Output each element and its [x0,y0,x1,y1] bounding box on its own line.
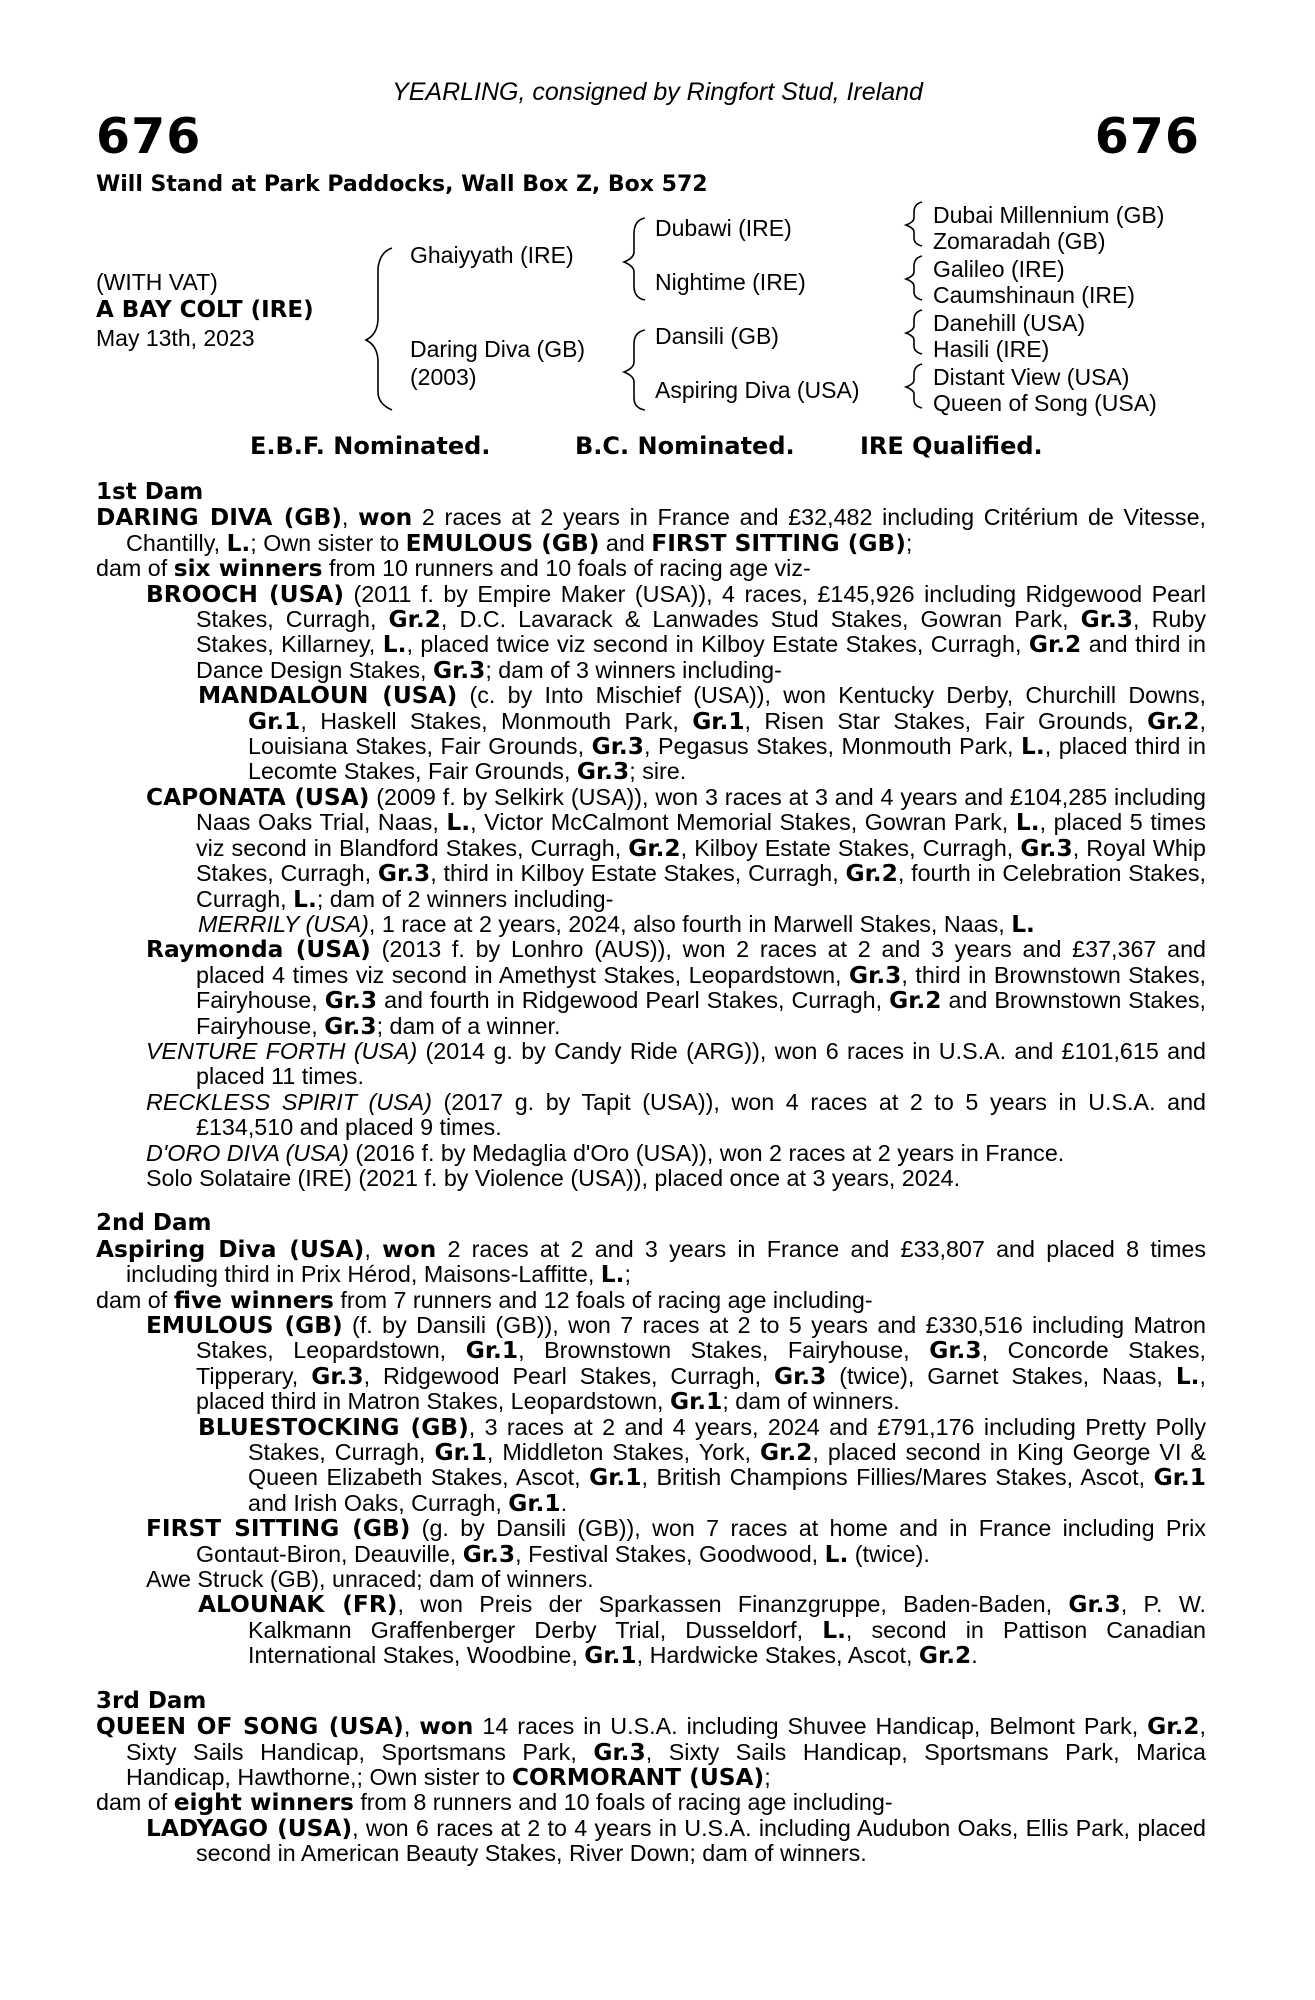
third-dam-produce-summary [96,1790,1206,1815]
produce-merrily [96,912,1206,937]
grade: Gr.3 [462,1540,516,1568]
section-gap [96,1191,1206,1211]
sister-name: CORMORANT (USA) [511,1763,765,1791]
grade: L. [1175,1362,1200,1390]
produce-ladyago [96,1816,1206,1867]
text: 2 races at 2 and 3 years in France and £33,807 and placed 8 times including third in Prix Hérod, Maisons-Laffitte, [126,1235,1206,1288]
brace-dam-line [624,330,645,410]
text: , 3 races at 2 and 4 years, 2024 and £791,176 including Pretty Polly Stakes, Curragh, [248,1413,1206,1466]
text: ; sire. [629,758,687,785]
grade: Gr.1 [1153,1464,1206,1492]
produce-name: BROOCH (USA) [146,580,345,608]
text: . [971,1642,978,1669]
produce-name: VENTURE FORTH (USA) [146,1037,418,1064]
second-dam-record: Aspiring Diva (USA), won 2 races at 2 and 3 years in France and £33,807 and placed 8 times including third in Prix Hérod, Maisons-Laffitte, L.; [96,1235,1206,1289]
grade: Gr.3 [377,860,431,888]
sister-name: FIRST SITTING (GB) [651,529,906,557]
text: (f. by Dansili (GB)), won 7 races at 2 to 5 years and £330,516 including Matron Stakes, Leopardstown, [196,1312,1206,1364]
text: and third in Dance Design Stakes, [196,631,1206,683]
third-dam-name: QUEEN OF SONG (USA) [96,1713,404,1741]
pedigree-sire: Ghaiyyath (IRE) [410,242,574,268]
pedigree-g7: Distant View (USA) [933,364,1130,390]
grade: Gr.3 [593,1738,646,1766]
produce-venture-forth [96,1039,1206,1090]
grade: L. [1011,910,1035,938]
pedigree-g5: Danehill (USA) [933,310,1086,336]
text: , fourth in Celebration Stakes, Curragh, [196,860,1206,912]
produce-name: D'ORO DIVA (USA) [146,1139,349,1166]
pedigree-g4: Caumshinaun (IRE) [933,282,1135,308]
grade: L. [293,885,317,913]
produce-name: Raymonda (USA) [146,936,371,964]
pedigree-dam-dam: Aspiring Diva (USA) [655,377,860,403]
winners-count: eight winners [173,1789,354,1817]
grade: L. [1015,809,1040,837]
produce-mandaloun [96,683,1206,785]
grade: Gr.1 [248,707,301,735]
grade: Gr.1 [669,1388,723,1416]
text: , Sixty Sails Handicap, Sportsmans Park, [126,1713,1207,1765]
text: 2 races at 2 years in France and £32,482 including Critérium de Vitesse, Chantilly, [126,504,1207,556]
text: (2017 g. by Tapit (USA)), won 4 races at 2 to 5 years in U.S.A. and £134,510 and placed 9 times. [196,1088,1206,1141]
ire-qualified: IRE Qualified. [860,432,1043,460]
produce-name: BLUESTOCKING (GB) [198,1413,469,1441]
text: (2009 f. by Selkirk (USA)), won 3 races at 3 and 4 years and £104,285 including Naas Oaks Trial, Naas, [196,783,1206,836]
grade: L. [226,529,251,557]
lot-number-right: 676 [1094,108,1200,165]
text: , won 6 races at 2 to 4 years in U.S.A. including Audubon Oaks, Ellis Park, placed second in American Beauty Stakes, River Down; dam of winners. [196,1814,1206,1867]
won-label: won [358,504,413,532]
produce-awe-struck: Awe Struck (GB), unraced; dam of winners. [146,1566,594,1593]
first-dam-heading: 1st Dam [96,479,204,505]
grade: Gr.2 [1147,707,1200,735]
text: , Risen Star Stakes, Fair Grounds, [744,707,1148,734]
grade: Gr.3 [1020,834,1073,862]
third-dam-record: QUEEN OF SONG (USA), won 14 races in U.S.A. including Shuvee Handicap, Belmont Park, Gr.2, Sixty Sails Handicap, Sportsmans Park, Gr.3, Sixty Sails Handicap, Sportsmans Park, Marica Handicap, Hawthorne,; Own sister to CORMORANT (USA); [96,1713,1207,1791]
brace-sire-line [624,218,645,300]
grade: Gr.3 [773,1362,827,1390]
stand-info: Will Stand at Park Paddocks, Wall Box Z, Box 572 [96,172,708,197]
grade: Gr.1 [465,1337,519,1365]
second-dam-heading: 2nd Dam [96,1210,212,1237]
grade: L. [1021,733,1045,761]
grade: Gr.3 [849,961,902,989]
pedigree-g6: Hasili (IRE) [933,336,1050,362]
text: from 7 runners and 12 foals of racing age including- [333,1286,873,1313]
text: ; [764,1763,771,1790]
winners-count: six winners [173,555,323,583]
text: and [599,529,652,556]
grade: Gr.2 [1028,631,1082,659]
text: ; dam of winners. [722,1388,900,1415]
produce-name: MANDALOUN (USA) [198,682,458,710]
pedigree-dam-sire: Dansili (GB) [655,323,779,349]
text: , Brownstown Stakes, Fairyhouse, [518,1337,930,1364]
grade: Gr.2 [760,1439,813,1467]
text: , 1 race at 2 years, 2024, also fourth in Marwell Stakes, Naas, [368,910,1012,937]
text: from 8 runners and 10 foals of racing age including- [353,1789,893,1816]
sister-name: EMULOUS (GB) [405,529,600,557]
grade: Gr.3 [1080,606,1134,634]
produce-name: CAPONATA (USA) [146,783,370,811]
text: , third in Kilboy Estate Stakes, Curragh, [430,860,846,887]
won-label: won [382,1235,437,1263]
text: ; dam of a winner. [376,1012,561,1039]
text: , D.C. Lavarack & Lanwades Stud Stakes, Gowran Park, [440,606,1081,633]
pedigree-g1: Dubai Millennium (GB) [933,202,1165,228]
text: . [560,1489,568,1516]
text: , Concorde Stakes, Tipperary, [196,1337,1206,1389]
produce-name: RECKLESS SPIRIT (USA) [146,1088,432,1115]
grade: L. [600,1261,625,1289]
text: and Irish Oaks, Curragh, [248,1489,509,1516]
pedigree-g2: Zomaradah (GB) [933,228,1106,254]
text: and fourth in Ridgewood Pearl Stakes, Curragh, [377,987,890,1014]
grade: Gr.1 [508,1489,561,1517]
text: , Middleton Stakes, York, [486,1439,761,1466]
grade: Gr.1 [584,1642,637,1670]
foaled-date: May 13th, 2023 [96,325,255,351]
grade: Gr.3 [576,758,630,786]
text: , second in Pattison Canadian International Stakes, Woodbine, [248,1616,1207,1669]
produce-alounak [96,1592,1206,1668]
text: (2011 f. by Empire Maker (USA)), 4 races, £145,926 including Ridgewood Pearl Stakes, Curragh, [196,580,1206,633]
grade: Gr.3 [591,733,644,761]
grade: Gr.2 [845,860,898,888]
grade: L. [824,1540,849,1568]
text: ; Own sister to [250,529,406,556]
text: ; [624,1261,631,1288]
grade: Gr.2 [628,834,681,862]
grade: Gr.1 [589,1464,642,1492]
text: dam of [96,1286,174,1313]
text: (2013 f. by Lonhro (AUS)), won 2 races at 2 and 3 years and £37,367 and placed 4 times viz second in Amethyst Stakes, Leopardstown, [196,936,1206,988]
grade: L. [446,809,471,837]
consignment-line: YEARLING, consigned by Ringfort Stud, Ireland [392,78,923,106]
grade: L. [822,1616,846,1644]
text: , Festival Stakes, Goodwood, [515,1540,825,1567]
first-dam-name: DARING DIVA (GB) [96,504,342,532]
text: , Haskell Stakes, Monmouth Park, [300,707,693,734]
grade: Gr.3 [324,987,378,1015]
second-dam-name: Aspiring Diva (USA) [96,1235,365,1263]
text: , British Champions Fillies/Mares Stakes, Ascot, [641,1464,1154,1491]
text: , placed third in Matron Stakes, Leopardstown, [196,1362,1207,1415]
text: 14 races in U.S.A. including Shuvee Handicap, Belmont Park, [473,1713,1148,1740]
bc-nominated: B.C. Nominated. [575,432,795,460]
text: dam of [96,555,174,582]
produce-solo-solataire: Solo Solataire (IRE) (2021 f. by Violence (USA)), placed once at 3 years, 2024. [146,1164,961,1191]
grade: Gr.2 [1147,1713,1200,1741]
text: , Louisiana Stakes, Fair Grounds, [248,707,1206,760]
text: , placed 5 times viz second in Blandford Stakes, Curragh, [196,809,1206,861]
text: (twice), Garnet Stakes, Naas, [826,1362,1176,1389]
text: , third in Brownstown Stakes, Fairyhouse, [196,961,1206,1014]
grade: L. [382,631,407,659]
text: , Royal Whip Stakes, Curragh, [196,834,1206,887]
grade: Gr.1 [434,1439,487,1467]
text: (2016 f. by Medaglia d'Oro (USA)), won 2 races at 2 years in France. [348,1139,1065,1166]
section-gap [96,1669,1206,1689]
text: , Pegasus Stakes, Monmouth Park, [643,733,1022,760]
produce-emulous [96,1313,1206,1415]
grade: Gr.3 [324,1012,377,1040]
grade: Gr.3 [929,1337,982,1365]
winners-count: five winners [173,1286,334,1314]
lot-number-left: 676 [96,108,202,165]
text: , Ridgewood Pearl Stakes, Curragh, [363,1362,774,1389]
text: , Sixty Sails Handicap, Sportsmans Park, Marica Handicap, Hawthorne,; Own sister to [126,1738,1206,1790]
pedigree-dam: Daring Diva (GB) [410,336,586,362]
text: (twice). [848,1540,930,1567]
grade: Gr.3 [311,1362,364,1390]
grade: Gr.3 [432,656,486,684]
text: , placed twice viz second in Kilboy Estate Stakes, Curragh, [406,631,1029,658]
brace-g34 [906,256,922,300]
produce-name: MERRILY (USA) [198,910,369,937]
grade: Gr.1 [692,707,745,735]
text: , placed third in Lecomte Stakes, Fair Grounds, [248,733,1206,785]
text: , Kilboy Estate Stakes, Curragh, [680,834,1021,861]
brace-g12 [906,202,922,246]
second-dam-produce-summary [96,1288,1206,1313]
produce-bluestocking [96,1415,1206,1517]
text: ; [905,529,913,556]
pedigree-g3: Galileo (IRE) [933,256,1065,282]
pedigree-sire-dam: Nightime (IRE) [655,269,806,295]
grade: Gr.2 [388,606,441,634]
text: (c. by Into Mischief (USA)), won Kentucky Derby, Churchill Downs, [457,682,1206,709]
pedigree-dam-year: (2003) [410,364,477,390]
text: , Victor McCalmont Memorial Stakes, Gowran Park, [470,809,1016,836]
produce-caponata [96,785,1206,912]
pedigree-g8: Queen of Song (USA) [933,390,1157,416]
catalogue-body [96,480,1206,1867]
text: (g. by Dansili (GB)), won 7 races at home and in France including Prix Gontaut-Biron, Deauville, [196,1515,1207,1567]
pedigree-sire-sire: Dubawi (IRE) [655,215,792,241]
text: and Brownstown Stakes, Fairyhouse, [196,987,1206,1039]
first-dam-record: DARING DIVA (GB), won 2 races at 2 years in France and £32,482 including Critérium de Vitesse, Chantilly, L.; Own sister to EMULOUS (GB) and FIRST SITTING (GB); [96,504,1207,557]
vat-label: (WITH VAT) [96,269,218,295]
text: from 10 runners and 10 foals of racing age viz- [322,555,811,582]
produce-name: EMULOUS (GB) [146,1312,343,1339]
text: ; dam of 3 winners including- [485,656,782,683]
text: (2014 g. by Candy Ride (ARG)), won 6 races in U.S.A. and £101,615 and placed 11 times. [196,1037,1206,1090]
brace-g78 [906,364,922,408]
grade: Gr.2 [889,987,942,1015]
won-label: won [419,1713,474,1741]
produce-reckless-spirit [96,1090,1206,1141]
produce-first-sitting [96,1516,1206,1567]
produce-name: ALOUNAK (FR) [198,1591,398,1619]
text: ; dam of 2 winners including- [316,885,614,912]
text: , won Preis der Sparkassen Finanzgruppe, Baden-Baden, [397,1591,1069,1618]
first-dam-produce-summary [96,556,1206,581]
third-dam-heading: 3rd Dam [96,1687,207,1714]
brace-sire-dam [366,248,392,410]
produce-name: FIRST SITTING (GB) [146,1515,411,1543]
grade: Gr.2 [918,1642,972,1670]
brace-g56 [906,310,922,354]
ebf-nominated: E.B.F. Nominated. [250,432,491,460]
produce-brooch [96,582,1206,684]
grade: Gr.3 [1068,1591,1121,1619]
text: dam of [96,1789,174,1816]
text: , P. W. Kalkmann Graffenberger Derby Trial, Dusseldorf, [248,1591,1206,1643]
horse-name: A BAY COLT (IRE) [96,297,314,323]
text: , Ruby Stakes, Killarney, [196,606,1206,658]
text: , placed second in King George VI & Queen Elizabeth Stakes, Ascot, [248,1439,1207,1491]
produce-doro-diva [96,1141,1206,1166]
produce-raymonda [96,937,1206,1039]
produce-name: LADYAGO (USA) [146,1814,353,1842]
text: , Hardwicke Stakes, Ascot, [636,1642,919,1669]
